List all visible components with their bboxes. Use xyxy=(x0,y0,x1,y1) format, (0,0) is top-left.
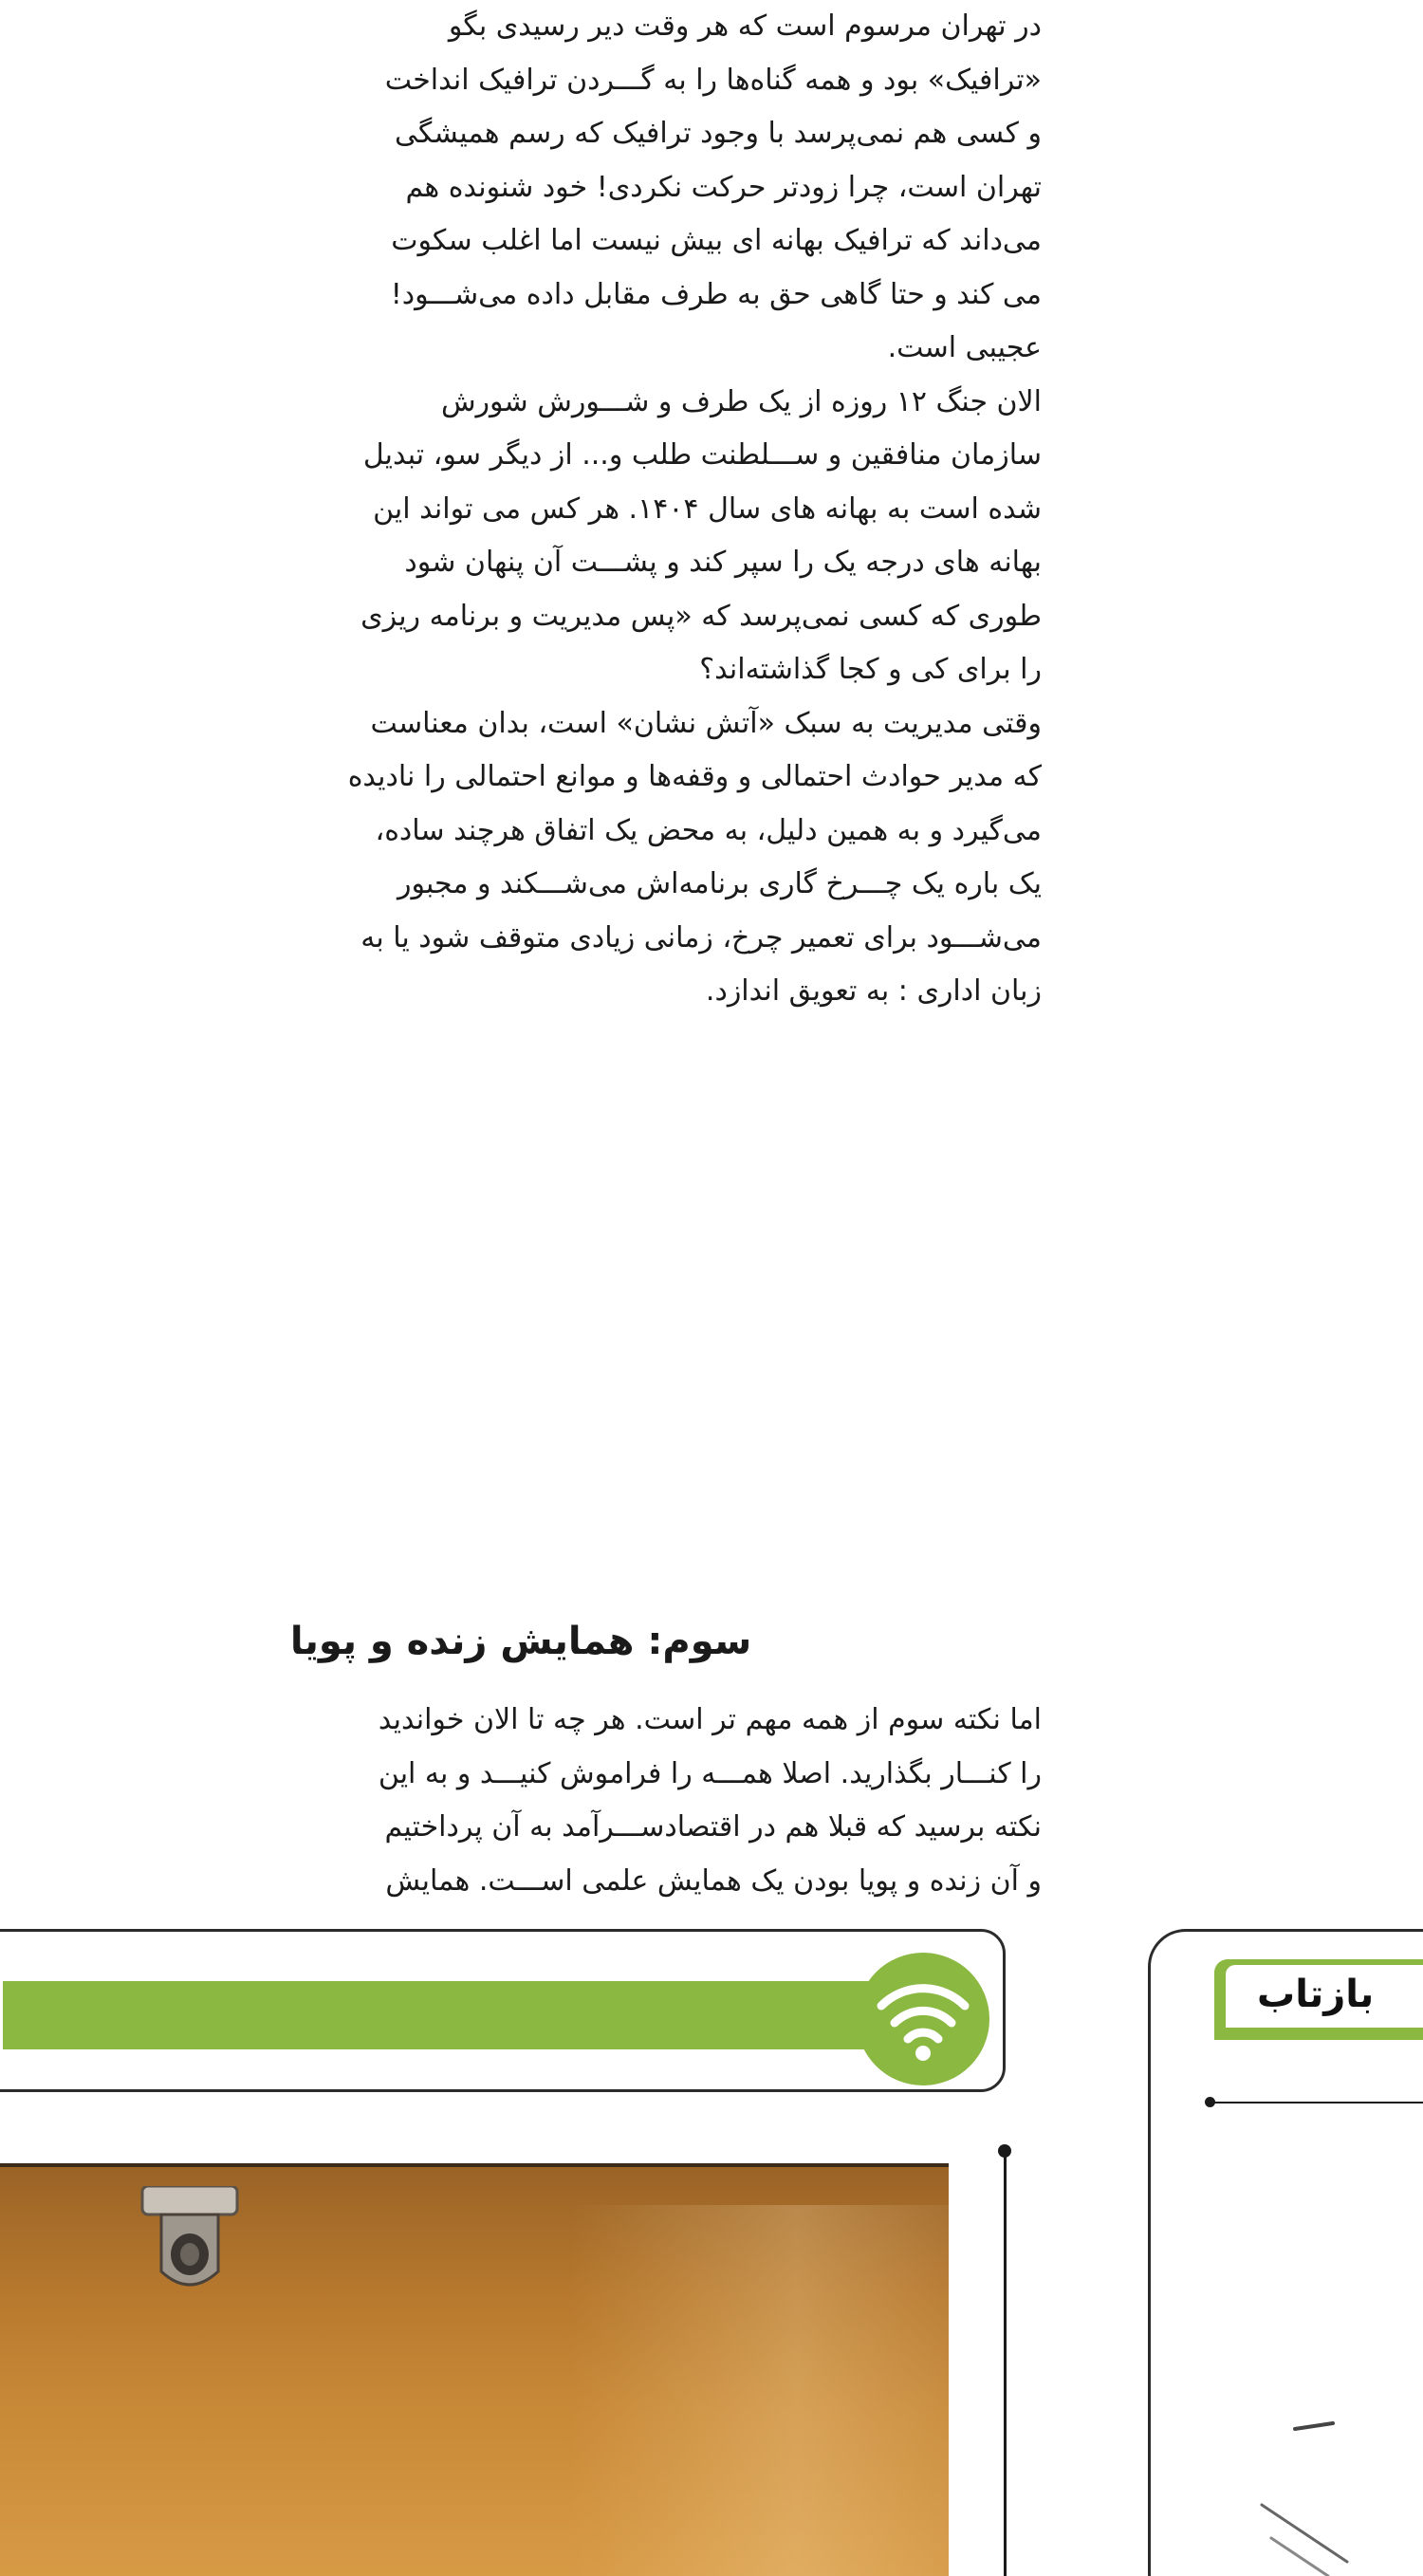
article-body-line: سازمان منافقین و ســـلطنت طلب و... از دیگر سو، تبدیل xyxy=(362,438,1042,472)
article-body-line: و کسی هم نمی‌پرسد با وجود ترافیک که رسم همیشگی xyxy=(394,117,1042,150)
article-body-line: الان جنگ ۱۲ روزه از یک طرف و شـــورش شورش xyxy=(440,384,1042,418)
article-body-bottom xyxy=(0,1694,1042,1908)
banner-box xyxy=(0,1929,1006,2092)
article-photo xyxy=(0,2163,949,2576)
feedback-label: بازتاب xyxy=(1257,1973,1375,2016)
hinge-icon xyxy=(133,2186,247,2300)
section-heading: سوم: همایش زنده و پویا xyxy=(289,1620,752,1663)
article-body-line: وقتی مدیریت به سبک «آتش نشان» است، بدان معناست xyxy=(370,706,1042,740)
banner-bar xyxy=(3,1981,914,2049)
article-body-line: زبان اداری : به تعویق اندازد. xyxy=(705,974,1042,1008)
article-body-line: در تهران مرسوم است که هر وقت دیر رسیدی بگو xyxy=(448,9,1042,43)
article-body-line: می کند و حتا گاهی حق به طرف مقابل داده می‌شـــود! xyxy=(390,277,1042,311)
article-body-line: می‌شـــود برای تعمیر چرخ، زمانی زیادی متوقف شود یا به xyxy=(360,920,1042,954)
article-body-line: تهران است، چرا زودتر حرکت نکردی! خود شنونده هم xyxy=(405,170,1042,204)
photo-highlight xyxy=(569,2205,949,2576)
article-body-line: عجیبی است. xyxy=(887,331,1042,364)
article-body-line: که مدیر حوادث احتمالی و وقفه‌ها و موانع احتمالی را نادیده xyxy=(347,760,1042,793)
feedback-divider xyxy=(1210,2102,1423,2103)
article-body-line: می‌داند که ترافیک بهانه ای بیش نیست اما اغلب سکوت xyxy=(391,224,1042,257)
article-body-line: بهانه های درجه یک را سپر کند و پشـــت آن پنهان شود xyxy=(404,546,1042,579)
article-body-line: شده است به بهانه های سال ۱۴۰۴. هر کس می تواند این xyxy=(373,491,1042,526)
article-body-line: اما نکته سوم از همه مهم تر است. هر چه تا الان خواندید xyxy=(378,1703,1042,1736)
article-body-line: را برای کی و کجا گذاشته‌اند؟ xyxy=(699,653,1042,686)
column-divider xyxy=(1004,2152,1007,2576)
wifi-icon xyxy=(857,1953,989,2085)
article-body-line: نکته برسید که قبلا هم در اقتصادســـرآمد به آن پرداختیم xyxy=(384,1810,1042,1844)
article-body-line: می‌گیرد و به همین دلیل، به محض یک اتفاق هرچند ساده، xyxy=(375,813,1042,847)
article-body-top xyxy=(0,0,1042,1019)
article-body-line: را کنـــار بگذارید. اصلا همـــه را فراموش کنیـــد و به این xyxy=(378,1756,1042,1790)
sketch-illustration xyxy=(1205,2372,1423,2576)
article-column-left xyxy=(0,0,1042,1019)
article-body-line: طوری که کسی نمی‌پرسد که «پس مدیریت و برنامه ریزی xyxy=(360,599,1042,633)
article-body-line: «ترافیک» بود و همه گناه‌ها را به گـــردن ترافیک انداخت xyxy=(384,63,1042,97)
article-body-line: یک باره یک چـــرخ گاری برنامه‌اش می‌شـــکند و مجبور xyxy=(397,867,1042,900)
article-body-line: و آن زنده و پویا بودن یک همایش علمی اســـت. همایش xyxy=(385,1863,1042,1898)
